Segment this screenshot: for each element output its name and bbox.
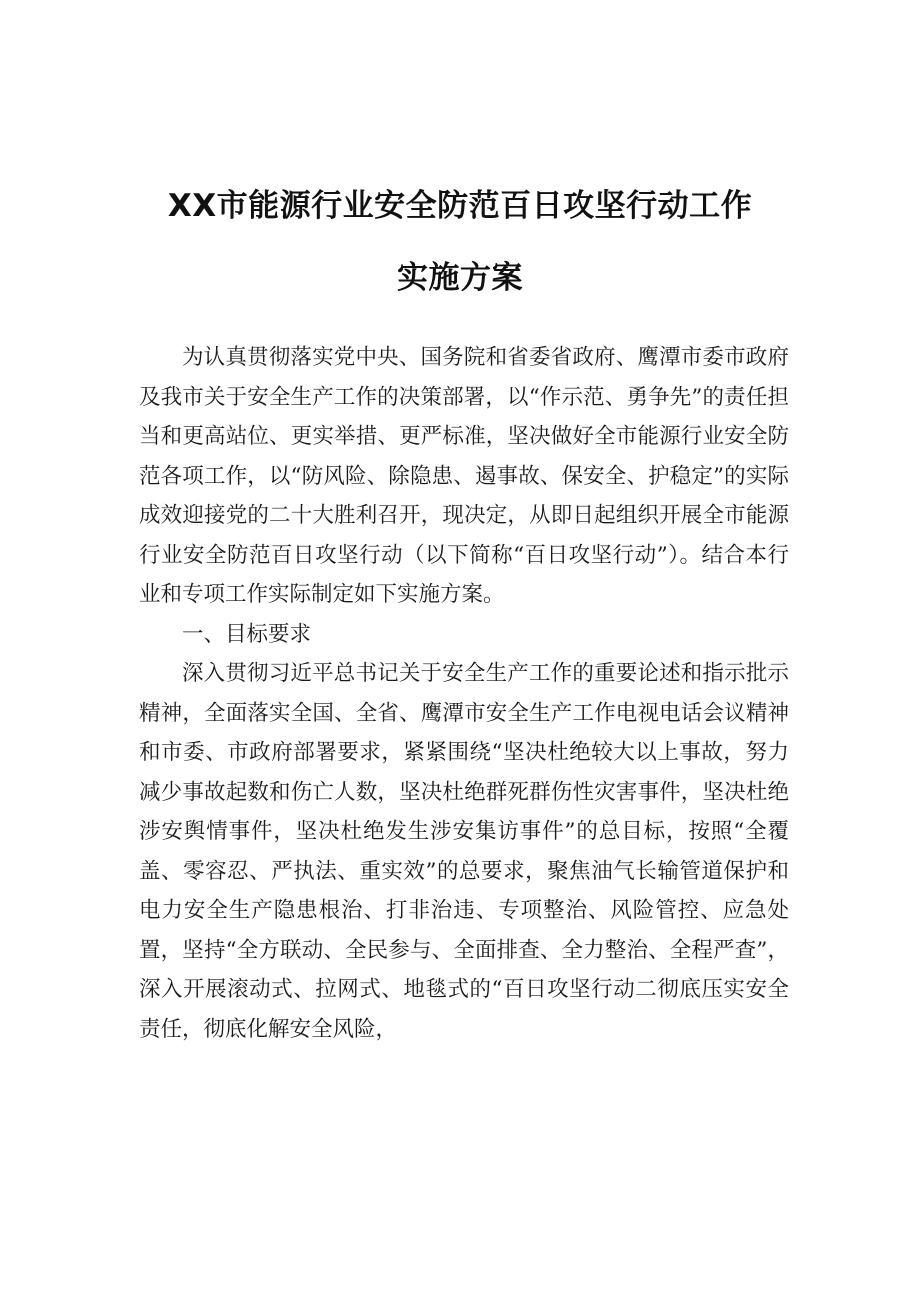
document-title-line-1: XX市能源行业安全防范百日攻坚行动工作: [167, 188, 753, 224]
section-heading-goals: 一、目标要求: [182, 621, 312, 647]
document-body: [139, 338, 789, 1049]
intro-paragraph: 为认真贯彻落实党中央、国务院和省委省政府、鹰潭市委市政府及我市关于安全生产工作的决策部署，以“作示范、勇争先”的责任担当和更高站位、更实举措、更严标准，坚决做好全市能源行业安全防范各项工作，以“防风险、除隐患、遏事故、保安全、护稳定”的实际成效迎接党的二十大胜利召开，现决定，从即日起组织开展全市能源行业安全防范百日攻坚行动（以下简称“百日攻坚行动”）。结合本行业和专项工作实际制定如下实施方案。: [139, 345, 789, 607]
document-title-line-2: 实施方案: [397, 260, 523, 296]
goals-paragraph: 深入贯彻习近平总书记关于安全生产工作的重要论述和指示批示精神，全面落实全国、全省、鹰潭市安全生产工作电视电话会议精神和市委、市政府部署要求，紧紧围绕“坚决杜绝较大以上事故，努力减少事故起数和伤亡人数，坚决杜绝群死群伤性灾害事件，坚决杜绝涉安舆情事件，坚决杜绝发生涉安集访事件”的总目标，按照“全覆盖、零容忍、严执法、重实效”的总要求，聚焦油气长输管道保护和电力安全生产隐患根治、打非治违、专项整治、风险管控、应急处置，坚持“全方联动、全民参与、全面排查、全力整治、全程严查”，深入开展滚动式、拉网式、地毯式的“百日攻坚行动二彻底压实安全责任，彻底化解安全风险，: [139, 661, 789, 1042]
